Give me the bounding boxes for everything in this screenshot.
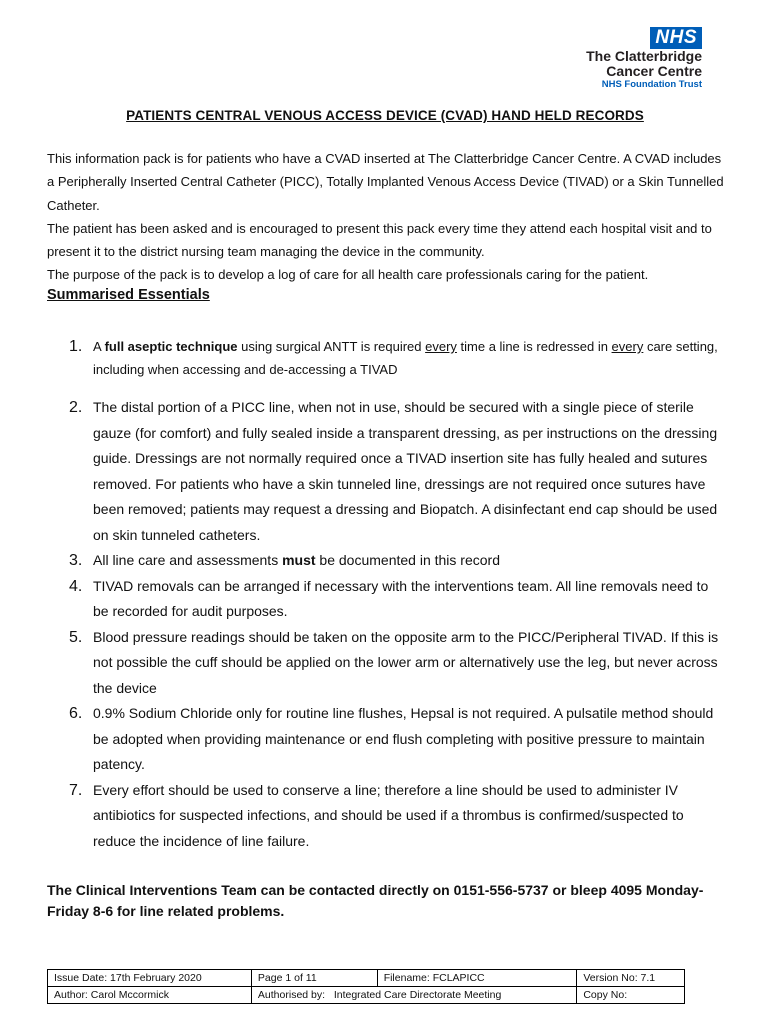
author-cell: Author: Carol Mccormick (48, 987, 252, 1004)
item-text: time a line is redressed in (456, 339, 612, 354)
list-item (47, 625, 727, 702)
version-cell: Version No: 7.1 (577, 970, 685, 987)
item-text: Every effort should be used to conserve a line; therefore a line should be used to administer IV antibiotics for suspected infections, and should be used if a thrombus is confirmed/suspected to reduce the incidence of line failure. (93, 781, 684, 849)
item-number: 4. (69, 577, 83, 595)
item-text: using surgical ANTT is required (237, 339, 426, 354)
intro-paragraph: The patient has been asked and is encouraged to present this pack every time they attend each hospital visit and to present it to the district nursing team managing the device in the community. (47, 220, 712, 260)
filename-cell: Filename: FCLAPICC (377, 970, 577, 987)
page-title: PATIENTS CENTRAL VENOUS ACCESS DEVICE (CVAD) HAND HELD RECORDS (126, 108, 644, 123)
list-item (47, 548, 727, 574)
item-text-bold: must (282, 552, 316, 568)
org-name-line1: The Clatterbridge (586, 48, 702, 64)
item-text: Blood pressure readings should be taken on the opposite arm to the PICC/Peripheral TIVAD. If this is not possible the cuff should be applied on the lower arm or alternatively use the leg, but never across the device (93, 628, 719, 696)
item-number: 3. (69, 552, 83, 569)
authorised-by-cell (251, 987, 576, 1004)
item-text: care setting, including when accessing and de-accessing a TIVAD (93, 339, 718, 377)
table-row (48, 987, 685, 1004)
intro-text (47, 147, 727, 287)
item-number: 5. (69, 628, 83, 646)
item-text: 0.9% Sodium Chloride only for routine line flushes, Hepsal is not required. A pulsatile method should be adopted when providing maintenance or end flush completing with positive pressure to maintain patency. (93, 705, 714, 772)
intro-paragraph: The purpose of the pack is to develop a log of care for all health care professionals caring for the patient. (47, 267, 649, 283)
org-name-line2: Cancer Centre (606, 63, 702, 79)
nhs-badge: NHS (650, 27, 702, 49)
essentials-list (47, 335, 727, 854)
copy-no-cell: Copy No: (577, 987, 685, 1004)
item-text: The distal portion of a PICC line, when not in use, should be secured with a single piece of sterile gauze (for comfort) and fully sealed inside a transparent dressing, as per instructions on the dressing guide. Dressings are not normally required once a TIVAD insertion site has fully healed and sutures removed. For patients who have a skin tunneled line, dressings are not required once sutures have been removed; patients may request a dressing and Biopatch. A disinfectant end cap should be used on skin tunneled catheters. (93, 399, 718, 543)
trust-name: NHS Foundation Trust (601, 79, 702, 90)
item-number: 7. (69, 781, 83, 799)
page-number-cell: Page 1 of 11 (251, 970, 377, 987)
item-text-underlined: every (425, 339, 457, 354)
table-row (48, 970, 685, 987)
contact-info: The Clinical Interventions Team can be contacted directly on 0151-556-5737 or bleep 4095 Monday-Friday 8-6 for line related problems. (47, 882, 704, 919)
issue-date-cell: Issue Date: 17th February 2020 (48, 970, 252, 987)
item-text-underlined: every (611, 339, 644, 354)
item-number: 1. (69, 338, 83, 355)
section-heading: Summarised Essentials (47, 287, 210, 303)
nhs-logo (562, 27, 702, 91)
list-item (47, 701, 727, 778)
item-text: be documented in this record (315, 552, 500, 568)
item-number: 2. (69, 399, 83, 416)
item-text: All line care and assessments (93, 552, 283, 568)
item-text: TIVAD removals can be arranged if necessary with the interventions team. All line removals need to be recorded for audit purposes. (93, 577, 709, 619)
list-item (47, 335, 727, 381)
item-text: A (93, 339, 105, 354)
authorised-label: Authorised by: (257, 989, 326, 1001)
list-item (47, 574, 727, 625)
intro-paragraph: This information pack is for patients who have a CVAD inserted at The Clatterbridge Cancer Centre. A CVAD includes a Peripherally Inserted Central Catheter (PICC), Totally Implanted Venous Access Device (TIVAD) or a Skin Tunnelled Catheter. (47, 151, 724, 213)
item-number: 6. (69, 705, 83, 722)
authorised-value: Integrated Care Directorate Meeting (333, 989, 502, 1001)
list-item (47, 395, 727, 548)
item-text-bold: full aseptic technique (104, 339, 238, 354)
document-control-table (47, 969, 685, 1004)
list-item (47, 778, 727, 855)
